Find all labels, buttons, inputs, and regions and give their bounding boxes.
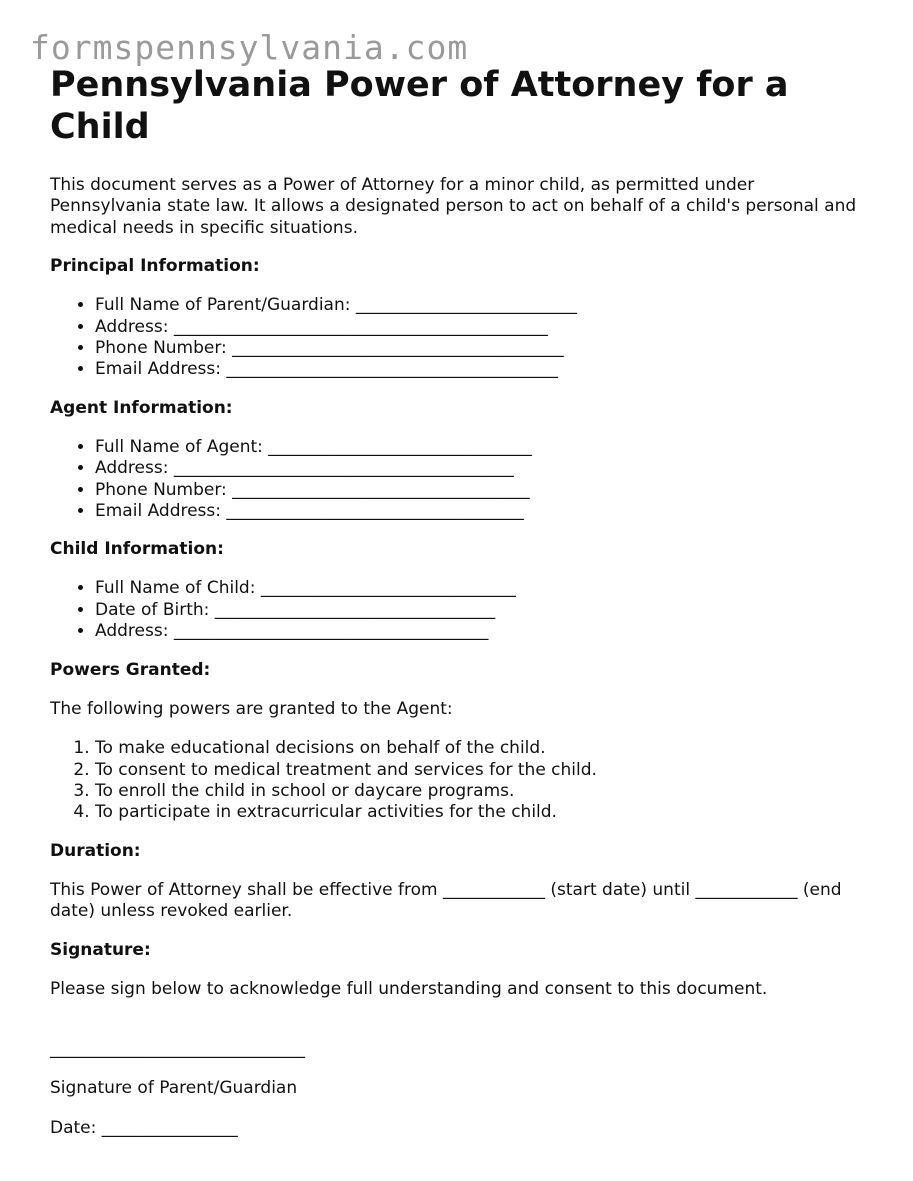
child-name-field: • Full Name of Child: ______________________________ <box>95 578 865 599</box>
signature-heading: Signature: <box>50 939 151 960</box>
power-item: 2. To consent to medical treatment and services for the child. <box>95 760 865 781</box>
powers-list <box>50 738 865 824</box>
signature-text: Please sign below to acknowledge full understanding and consent to this document. <box>50 978 768 999</box>
site-watermark: formspennsylvania.com <box>30 28 469 67</box>
powers-lead: The following powers are granted to the Agent: <box>50 698 453 719</box>
principal-name-field: • Full Name of Parent/Guardian: __________________________ <box>95 295 865 316</box>
power-item: 4. To participate in extracurricular activities for the child. <box>95 802 865 823</box>
document-body <box>50 64 865 1139</box>
signature-line: ______________________________ <box>50 1038 305 1059</box>
agent-list <box>50 437 865 523</box>
intro-paragraph: This document serves as a Power of Attorney for a minor child, as permitted under Pennsylvania state law. It allows a designated person to act on behalf of a child's personal and medical needs in specific situations. <box>50 175 857 238</box>
agent-address-field: • Address: ________________________________________ <box>95 458 865 479</box>
signature-date-field: Date: ________________ <box>50 1117 238 1138</box>
duration-heading: Duration: <box>50 840 141 861</box>
signature-label: Signature of Parent/Guardian <box>50 1078 298 1099</box>
child-list <box>50 578 865 642</box>
agent-name-field: • Full Name of Agent: _______________________________ <box>95 437 865 458</box>
principal-list <box>50 295 865 381</box>
child-address-field: • Address: _____________________________________ <box>95 621 865 642</box>
agent-phone-field: • Phone Number: ___________________________________ <box>95 480 865 501</box>
power-item: 1. To make educational decisions on behalf of the child. <box>95 738 865 759</box>
child-dob-field: • Date of Birth: _________________________________ <box>95 600 865 621</box>
agent-email-field: • Email Address: ___________________________________ <box>95 501 865 522</box>
principal-email-field: • Email Address: _______________________________________ <box>95 359 865 380</box>
agent-heading: Agent Information: <box>50 397 233 418</box>
child-heading: Child Information: <box>50 539 224 560</box>
powers-heading: Powers Granted: <box>50 659 211 680</box>
power-item: 3. To enroll the child in school or daycare programs. <box>95 781 865 802</box>
document-title: Pennsylvania Power of Attorney for a Child <box>50 65 789 147</box>
duration-text: This Power of Attorney shall be effective from ____________ (start date) until ____________ (end date) unless revoked earlier. <box>50 879 842 922</box>
principal-phone-field: • Phone Number: _______________________________________ <box>95 338 865 359</box>
principal-address-field: • Address: ____________________________________________ <box>95 317 865 338</box>
principal-heading: Principal Information: <box>50 256 260 277</box>
